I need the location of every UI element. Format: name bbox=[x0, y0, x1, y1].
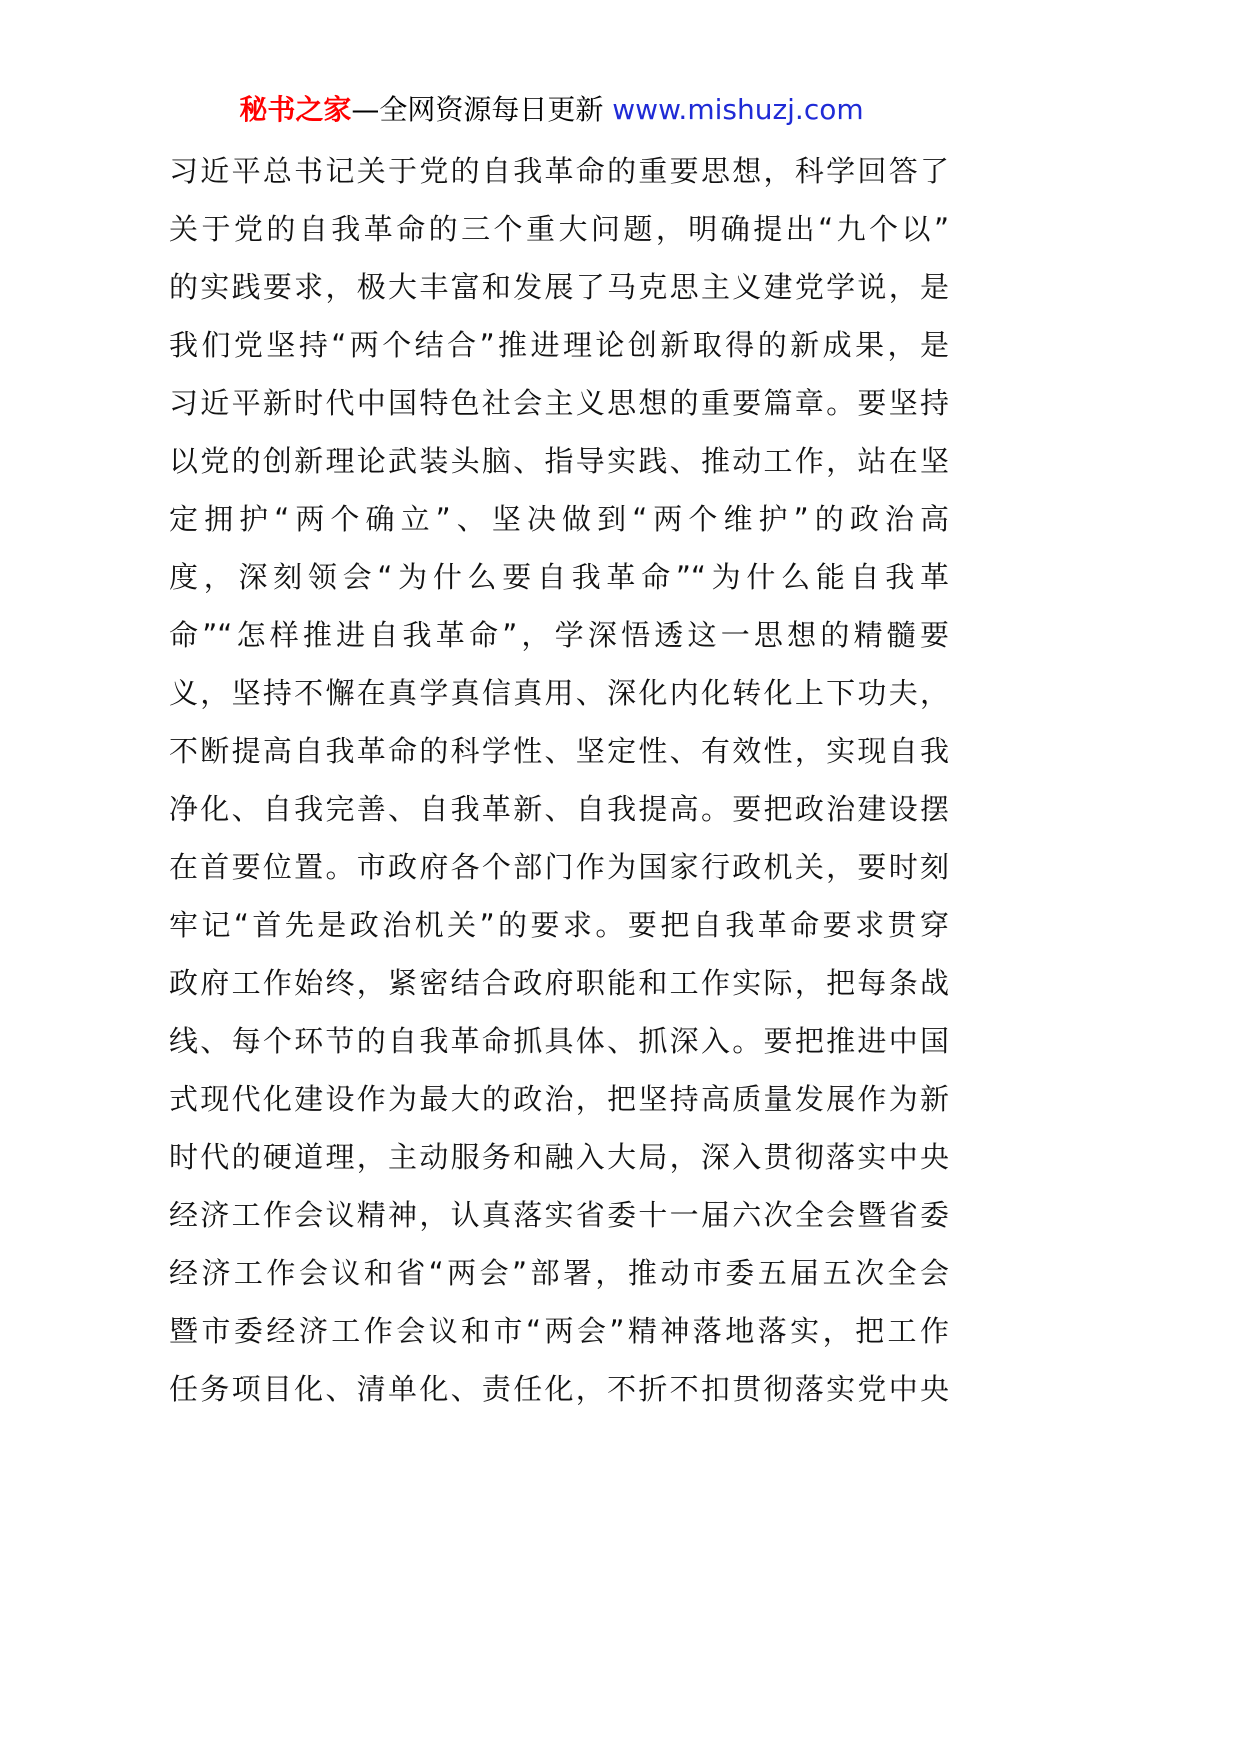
body-line: 关于党的自我革命的三个重大问题，明确提出“九个以” bbox=[169, 212, 949, 246]
body-line: 不断提高自我革命的科学性、坚定性、有效性，实现自我 bbox=[169, 734, 949, 768]
body-line: 习近平总书记关于党的自我革命的重要思想，科学回答了 bbox=[169, 154, 949, 188]
document-body bbox=[169, 147, 949, 1423]
body-line: 暨市委经济工作会议和市“两会”精神落地落实，把工作 bbox=[169, 1314, 949, 1348]
body-line: 我们党坚持“两个结合”推进理论创新取得的新成果，是 bbox=[169, 328, 949, 362]
body-line: 经济工作会议和省“两会”部署，推动市委五届五次全会 bbox=[169, 1256, 949, 1290]
body-line: 义，坚持不懈在真学真信真用、深化内化转化上下功夫， bbox=[169, 676, 949, 710]
body-line: 线、每个环节的自我革命抓具体、抓深入。要把推进中国 bbox=[169, 1024, 949, 1058]
body-line: 定拥护“两个确立”、坚决做到“两个维护”的政治高 bbox=[169, 502, 949, 536]
site-brand: 秘书之家 bbox=[239, 93, 352, 126]
body-line: 时代的硬道理，主动服务和融入大局，深入贯彻落实中央 bbox=[169, 1140, 949, 1174]
site-tagline: —全网资源每日更新 bbox=[351, 93, 613, 126]
site-url-link[interactable]: www.mishuzj.com bbox=[612, 93, 864, 126]
body-line: 任务项目化、清单化、责任化，不折不扣贯彻落实党中央 bbox=[169, 1372, 949, 1406]
body-line: 式现代化建设作为最大的政治，把坚持高质量发展作为新 bbox=[169, 1082, 949, 1116]
body-line: 在首要位置。市政府各个部门作为国家行政机关，要时刻 bbox=[169, 850, 949, 884]
body-line: 经济工作会议精神，认真落实省委十一届六次全会暨省委 bbox=[169, 1198, 949, 1232]
body-line: 习近平新时代中国特色社会主义思想的重要篇章。要坚持 bbox=[169, 386, 949, 420]
body-line: 政府工作始终，紧密结合政府职能和工作实际，把每条战 bbox=[169, 966, 949, 1000]
body-line: 牢记“首先是政治机关”的要求。要把自我革命要求贯穿 bbox=[169, 908, 949, 942]
body-line: 度，深刻领会“为什么要自我革命”“为什么能自我革 bbox=[169, 560, 949, 594]
body-line: 命”“怎样推进自我革命”，学深悟透这一思想的精髓要 bbox=[169, 618, 949, 652]
site-header bbox=[0, 88, 1103, 132]
body-line: 的实践要求，极大丰富和发展了马克思主义建党学说，是 bbox=[169, 270, 949, 304]
body-line: 净化、自我完善、自我革新、自我提高。要把政治建设摆 bbox=[169, 792, 949, 826]
body-line: 以党的创新理论武装头脑、指导实践、推动工作，站在坚 bbox=[169, 444, 949, 478]
